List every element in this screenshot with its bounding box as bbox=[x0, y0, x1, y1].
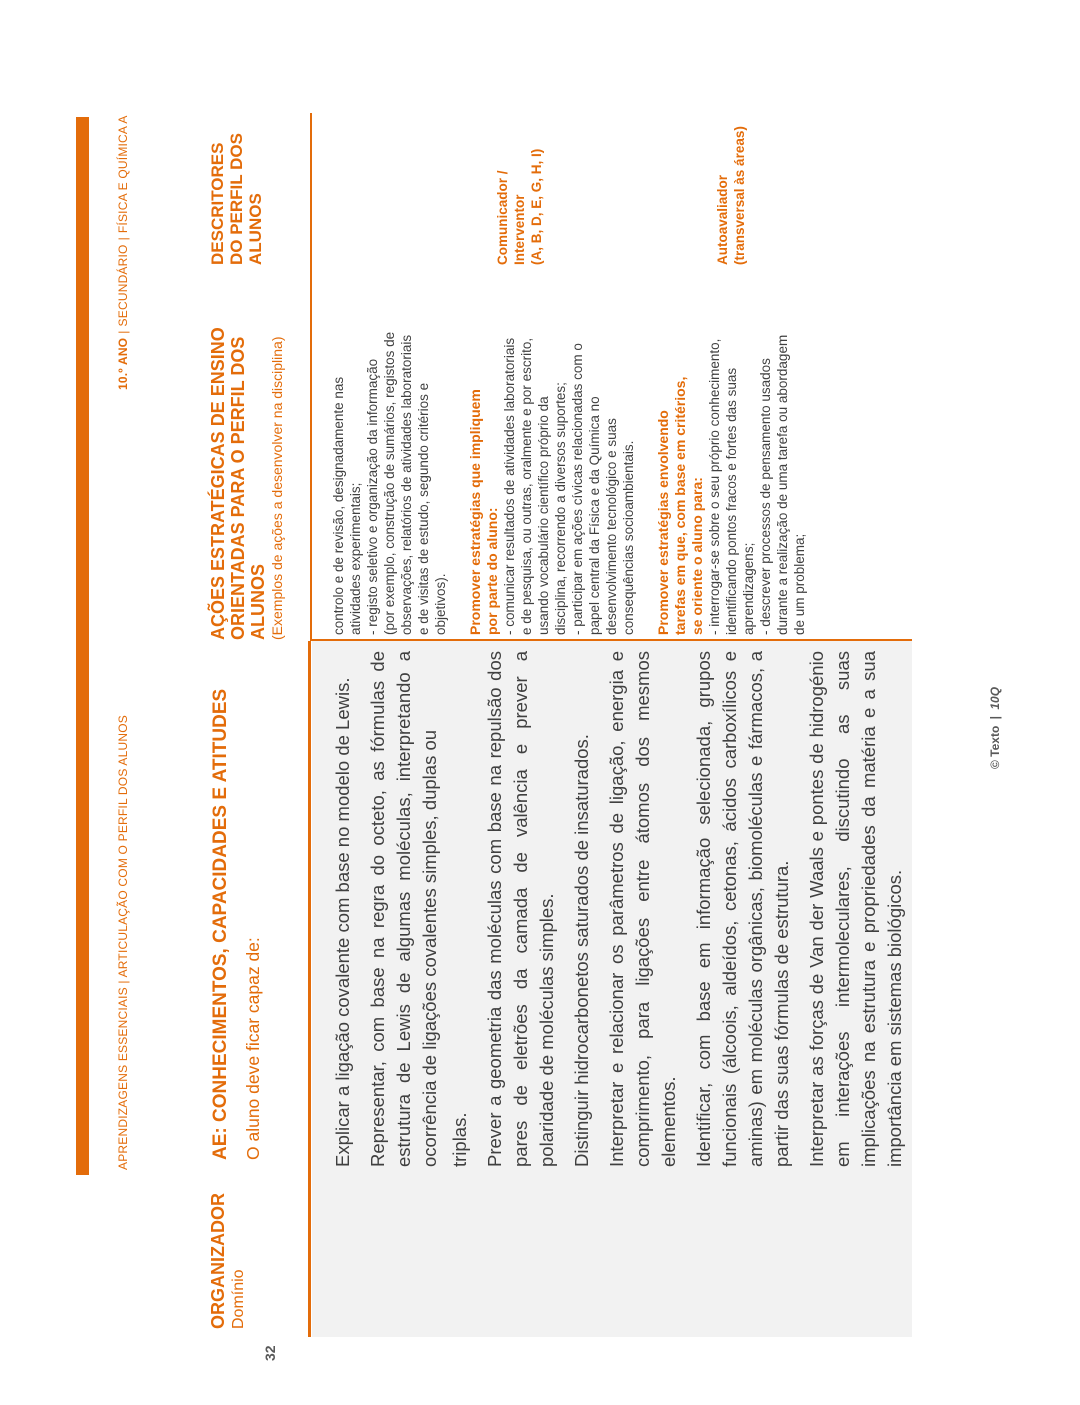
acoes-block-2 bbox=[467, 265, 637, 635]
acoes-line: observações, relatórios de atividades laboratoriais bbox=[399, 334, 414, 635]
descritor-line: Interventor bbox=[512, 194, 527, 265]
ae-item: Identificar, com base em informação selecionada, grupos funcionais (álcoois, aldeídos, cetonas, ácidos carboxílicos e aminas) em moléculas orgânicas, biomoléculas e fármacos, a partir das suas fórmulas de estrutura. bbox=[693, 651, 792, 1167]
product-name: 10Q bbox=[988, 686, 1002, 710]
running-header-left-text: APRENDIZAGENS ESSENCIAIS | ARTICULAÇÃO COM O PERFIL DOS ALUNOS bbox=[116, 715, 130, 1170]
copyright-text: © Texto bbox=[988, 725, 1002, 769]
ae-subtitle: O aluno deve ficar capaz de: bbox=[243, 937, 264, 1160]
level-label: SECUNDÁRIO bbox=[116, 244, 130, 327]
acoes-title: AÇÕES ESTRATÉGICAS DE ENSINO ORIENTADAS PARA O PERFIL DOS ALUNOS bbox=[208, 327, 269, 640]
descritores-title: DESCRITORES DO PERFIL DOS ALUNOS bbox=[208, 133, 266, 265]
acoes-line: - descrever processos de pensamento usados bbox=[758, 358, 773, 635]
acoes-line: usando vocabulário científico próprio da bbox=[536, 396, 551, 635]
acoes-lead: Promover estratégias envolvendo tarefas em que, com base em critérios, se oriente o aluno para: bbox=[655, 376, 705, 635]
acoes-line: - participar em ações cívicas relacionadas com o bbox=[570, 343, 585, 635]
header-rule-left bbox=[308, 641, 311, 1337]
acoes-line: e de visitas de estudo, segundo critérios e bbox=[416, 382, 431, 635]
acoes-line: e de pesquisa, ou outras, oralmente e por escrito, bbox=[519, 337, 534, 635]
acoes-line: - comunicar resultados de atividades laboratoriais bbox=[502, 337, 517, 635]
acoes-subtitle: (Exemplos de ações a desenvolver na disciplina) bbox=[269, 336, 286, 640]
ae-header bbox=[210, 640, 264, 1160]
running-header-left bbox=[116, 715, 130, 1170]
ae-title: AE: CONHECIMENTOS, CAPACIDADES E ATITUDES bbox=[210, 688, 231, 1160]
acoes-line: objetivos). bbox=[433, 573, 448, 635]
acoes-header bbox=[208, 280, 285, 640]
descritores-header bbox=[208, 125, 265, 265]
descritor-line: Comunicador / bbox=[495, 170, 510, 265]
acoes-block-3 bbox=[655, 265, 808, 635]
running-header-right: 10.º ANO|SECUNDÁRIO|FÍSICA E QUÍMICA A bbox=[116, 115, 130, 390]
column-divider bbox=[312, 639, 912, 641]
acoes-line: - interrogar-se sobre o seu próprio conhecimento, bbox=[707, 338, 722, 635]
ae-list bbox=[330, 651, 917, 1167]
descritor-2 bbox=[714, 115, 748, 265]
ae-item: Representar, com base na regra do octeto, as fórmulas de estrutura de Lewis de algumas moléculas, interpretando a ocorrência de ligações covalentes simples, duplas ou bbox=[367, 651, 440, 1167]
acoes-line: controlo e de revisão, designadamente nas bbox=[331, 376, 346, 635]
page-number: 32 bbox=[262, 1345, 278, 1361]
acoes-lead: Promover estratégias que impliquem por parte do aluno: bbox=[467, 389, 500, 635]
acoes-line: identificando pontos fracos e fortes das suas bbox=[724, 367, 739, 635]
descritor-line: Autoavaliador bbox=[715, 174, 730, 265]
ae-item: Prever a geometria das moléculas com base na repulsão dos pares de eletrões da camada de valência e prever a polaridade de moléculas simples. bbox=[484, 651, 557, 1167]
acoes-line: papel central da Física e da Química no bbox=[587, 396, 602, 635]
acoes-line: desenvolvimento tecnológico e suas bbox=[604, 418, 619, 635]
acoes-block-1 bbox=[330, 265, 449, 635]
organizador-header bbox=[208, 1179, 248, 1329]
acoes-line: de um problema; bbox=[792, 533, 807, 635]
acoes-line: - registo seletivo e organização da informação bbox=[365, 358, 380, 635]
ae-item: Explicar a ligação covalente com base no modelo de Lewis. bbox=[332, 677, 353, 1167]
descritor-line: (A, B, D, E, G, H, I) bbox=[529, 148, 544, 265]
ae-item: Distinguir hidrocarbonetos saturados de insaturados. bbox=[571, 734, 592, 1167]
acoes-line: aprendizagens; bbox=[741, 542, 756, 635]
ae-item: Interpretar e relacionar os parâmetros de ligação, energia e comprimento, para ligações entre átomos dos mesmos elementos. bbox=[606, 651, 679, 1167]
acoes-line: durante a realização de uma tarefa ou abordagem bbox=[775, 334, 790, 635]
ae-item: triplas. bbox=[449, 1112, 470, 1167]
descritor-1 bbox=[494, 115, 545, 265]
acoes-line: consequências socioambientais. bbox=[621, 440, 636, 635]
footer-copyright: © Texto | 10Q bbox=[988, 686, 1002, 769]
header-rule-right bbox=[310, 113, 312, 641]
subject-label: FÍSICA E QUÍMICA A bbox=[116, 115, 130, 234]
top-accent-bar bbox=[76, 117, 89, 1175]
organizador-subtitle: Domínio bbox=[230, 1269, 248, 1329]
grade-label: 10.º ANO bbox=[116, 337, 130, 390]
acoes-line: (por exemplo, construção de sumários, registos de bbox=[382, 331, 397, 635]
acoes-line: atividades experimentais; bbox=[348, 482, 363, 635]
ae-item: Interpretar as forças de Van der Waals e pontes de hidrogénio em interações intermoleculares, discutindo as suas implicações na estrutura e propriedades da matéria e a sua importância em sistemas biológicos. bbox=[806, 651, 905, 1167]
descritor-line: (transversal às áreas) bbox=[732, 126, 747, 265]
organizador-title: ORGANIZADOR bbox=[208, 1193, 228, 1329]
acoes-line: disciplina, recorrendo a diversos suportes; bbox=[553, 382, 568, 635]
acoes-list bbox=[330, 265, 826, 635]
